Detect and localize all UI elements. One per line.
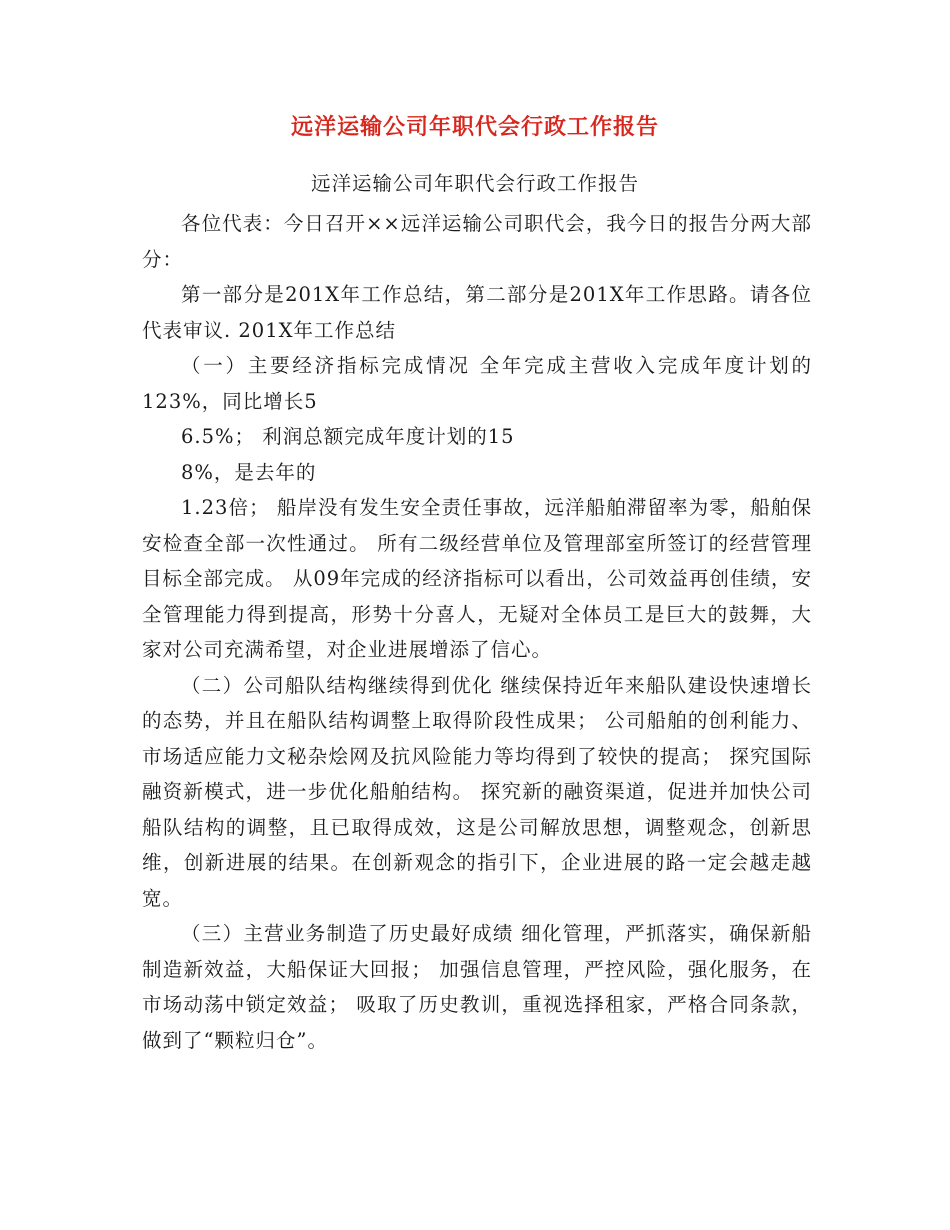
paragraph-profit: 6.5%； 利润总额完成年度计划的15 [181,425,515,448]
document-body [142,206,812,1058]
paragraph-safety: 1.23倍； 船岸没有发生安全责任事故，远洋船舶滞留率为零，船舶保安检查全部一次性通过。 所有二级经营单位及管理部室所签订的经营管理目标全部完成。 从09年完成的经济指标可以看出，公司效益再创佳绩，安全管理能力得到提高，形势十分喜人，无疑对全体员工是巨大的鼓舞，大家对公司充满希望，对企业进展增添了信心。 [142,496,812,661]
paragraph-section-2: （二）公司船队结构继续得到优化 继续保持近年来船队建设快速增长的态势，并且在船队结构调整上取得阶段性成果； 公司船舶的创利能力、市场适应能力文秘杂烩网及抗风险能力等均得到了较快的提高； 探究国际融资新模式，进一步优化船舶结构。 探究新的融资渠道，促进并加快公司船队结构的调整，且已取得成效，这是公司解放思想，调整观念，创新思维，创新进展的结果。在创新观念的指引下，企业进展的路一定会越走越宽。 [142,673,812,910]
paragraph-last-year: 8%，是去年的 [181,460,317,484]
paragraph-section-3: （三）主营业务制造了历史最好成绩 细化管理，严抓落实，确保新船制造新效益，大船保证大回报； 加强信息管理，严控风险，强化服务，在市场动荡中锁定效益； 吸取了历史教训，重视选择租家，严格合同条款，做到了“颗粒归仓”。 [142,922,812,1052]
document-title: 远洋运输公司年职代会行政工作报告 [290,114,659,140]
document-subtitle: 远洋运输公司年职代会行政工作报告 [310,172,639,195]
paragraph-intro: 第一部分是201X年工作总结，第二部分是201X年工作思路。请各位代表审议. 201X年工作总结 [142,283,812,342]
paragraph-greeting: 各位代表：今日召开××远洋运输公司职代会，我今日的报告分两大部分： [142,212,812,271]
paragraph-section-1: （一）主要经济指标完成情况 全年完成主营收入完成年度计划的123%，同比增长5 [142,354,812,413]
